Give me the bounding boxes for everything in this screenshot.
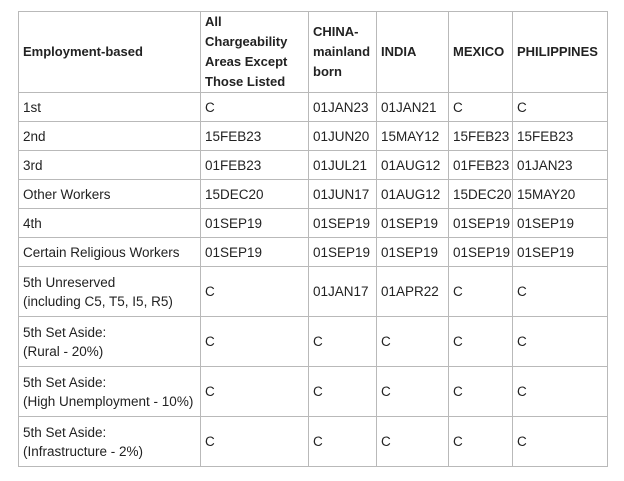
date-cell: C <box>377 417 449 467</box>
date-cell: 01JAN21 <box>377 93 449 122</box>
row-category-label: 5th Set Aside: <box>23 324 107 340</box>
row-category-label: 4th <box>23 215 42 231</box>
date-cell: C <box>377 317 449 367</box>
table-row <box>19 317 608 367</box>
table-row <box>19 122 608 151</box>
date-cell: C <box>513 267 608 317</box>
row-category-cell <box>19 180 201 209</box>
date-cell: 01SEP19 <box>513 238 608 267</box>
date-cell: 01SEP19 <box>513 209 608 238</box>
date-cell: C <box>449 367 513 417</box>
date-cell: 01JAN17 <box>309 267 377 317</box>
row-category-cell <box>19 317 201 367</box>
date-cell: C <box>449 417 513 467</box>
column-header-india: INDIA <box>377 12 449 93</box>
date-cell: 15MAY12 <box>377 122 449 151</box>
row-category-label: 3rd <box>23 157 43 173</box>
date-cell: C <box>449 317 513 367</box>
date-cell: 01SEP19 <box>449 238 513 267</box>
date-cell: 01APR22 <box>377 267 449 317</box>
date-cell: C <box>201 367 309 417</box>
date-cell: 01JUN20 <box>309 122 377 151</box>
table-header-row <box>19 12 608 93</box>
row-category-label: 5th Set Aside: <box>23 374 107 390</box>
date-cell: 01JAN23 <box>309 93 377 122</box>
row-category-cell <box>19 122 201 151</box>
row-category-label: 2nd <box>23 128 46 144</box>
date-cell: C <box>513 317 608 367</box>
row-category-cell <box>19 151 201 180</box>
date-cell: 01SEP19 <box>309 209 377 238</box>
table-body <box>19 93 608 467</box>
date-cell: 15FEB23 <box>201 122 309 151</box>
date-cell: 01AUG12 <box>377 151 449 180</box>
date-cell: 01SEP19 <box>377 209 449 238</box>
date-cell: 15MAY20 <box>513 180 608 209</box>
date-cell: 15FEB23 <box>513 122 608 151</box>
date-cell: C <box>513 93 608 122</box>
date-cell: 01SEP19 <box>449 209 513 238</box>
date-cell: C <box>513 367 608 417</box>
column-header-all-chargeability: All Chargeability Areas Except Those Listed <box>201 12 309 93</box>
date-cell: 01SEP19 <box>309 238 377 267</box>
column-header-china: CHINA-mainland born <box>309 12 377 93</box>
column-header-mexico: MEXICO <box>449 12 513 93</box>
date-cell: C <box>513 417 608 467</box>
date-cell: C <box>449 93 513 122</box>
date-cell: C <box>309 367 377 417</box>
date-cell: C <box>201 93 309 122</box>
date-cell: C <box>377 367 449 417</box>
row-category-label: Certain Religious Workers <box>23 244 180 260</box>
date-cell: 01SEP19 <box>377 238 449 267</box>
row-category-label: 1st <box>23 99 42 115</box>
date-cell: 01FEB23 <box>449 151 513 180</box>
row-category-cell <box>19 209 201 238</box>
column-header-philippines: PHILIPPINES <box>513 12 608 93</box>
visa-bulletin-table <box>18 11 608 467</box>
date-cell: 15FEB23 <box>449 122 513 151</box>
date-cell: 01SEP19 <box>201 238 309 267</box>
table-row <box>19 180 608 209</box>
table-row <box>19 209 608 238</box>
row-category-label: (Infrastructure - 2%) <box>23 443 144 459</box>
date-cell: 15DEC20 <box>449 180 513 209</box>
row-category-cell <box>19 417 201 467</box>
table-row <box>19 151 608 180</box>
row-category-cell <box>19 238 201 267</box>
table-row <box>19 93 608 122</box>
table-row <box>19 417 608 467</box>
date-cell: 01JUN17 <box>309 180 377 209</box>
date-cell: C <box>201 317 309 367</box>
row-category-label: (including C5, T5, I5, R5) <box>23 293 173 309</box>
table-row <box>19 367 608 417</box>
date-cell: 01SEP19 <box>201 209 309 238</box>
date-cell: C <box>201 417 309 467</box>
date-cell: C <box>309 317 377 367</box>
date-cell: C <box>309 417 377 467</box>
table-row <box>19 267 608 317</box>
date-cell: C <box>201 267 309 317</box>
row-category-label: (High Unemployment - 10%) <box>23 393 194 409</box>
row-category-cell <box>19 267 201 317</box>
date-cell: 01JUL21 <box>309 151 377 180</box>
date-cell: C <box>449 267 513 317</box>
row-category-label: (Rural - 20%) <box>23 343 104 359</box>
table-row <box>19 238 608 267</box>
date-cell: 15DEC20 <box>201 180 309 209</box>
row-category-label: 5th Set Aside: <box>23 424 107 440</box>
date-cell: 01FEB23 <box>201 151 309 180</box>
column-header-category: Employment-based <box>19 12 201 93</box>
row-category-label: 5th Unreserved <box>23 274 116 290</box>
row-category-cell <box>19 367 201 417</box>
date-cell: 01JAN23 <box>513 151 608 180</box>
row-category-cell <box>19 93 201 122</box>
row-category-label: Other Workers <box>23 186 111 202</box>
date-cell: 01AUG12 <box>377 180 449 209</box>
